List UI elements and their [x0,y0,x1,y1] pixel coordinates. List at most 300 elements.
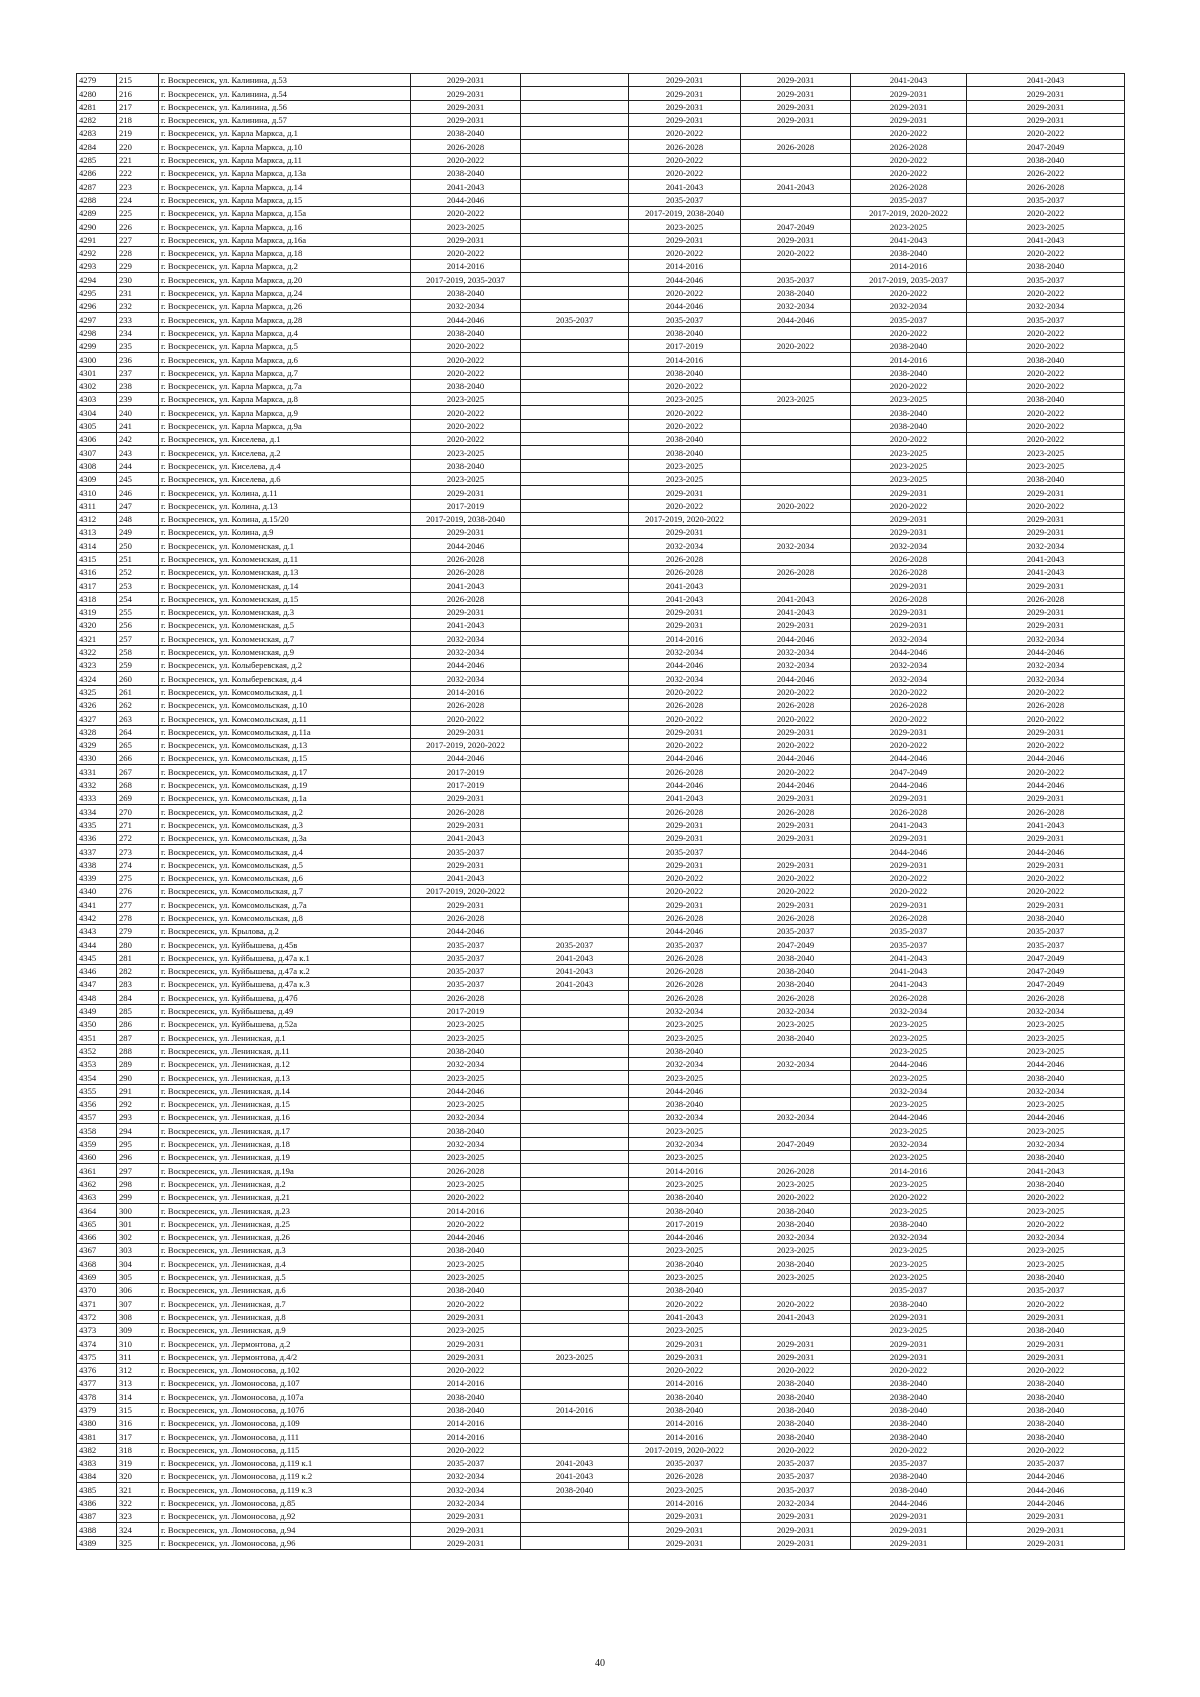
row-number-cell: 249 [117,526,159,539]
row-id-cell: 4366 [77,1230,117,1243]
row-number-cell: 271 [117,818,159,831]
period-cell-3: 2044-2046 [629,925,741,938]
period-cell-3: 2038-2040 [629,326,741,339]
row-number-cell: 272 [117,831,159,844]
period-cell-5: 2038-2040 [851,1416,967,1429]
row-id-cell: 4297 [77,313,117,326]
period-cell-6: 2035-2037 [967,313,1125,326]
period-cell-1: 2014-2016 [411,260,521,273]
row-number-cell: 246 [117,486,159,499]
period-cell-6: 2029-2031 [967,831,1125,844]
period-cell-3: 2023-2025 [629,1071,741,1084]
period-cell-6: 2047-2049 [967,978,1125,991]
row-number-cell: 268 [117,778,159,791]
period-cell-6: 2029-2031 [967,1310,1125,1323]
period-cell-2 [521,233,629,246]
table-row [77,1390,1125,1403]
period-cell-4: 2035-2037 [741,1483,851,1496]
period-cell-5: 2020-2022 [851,871,967,884]
row-id-cell: 4368 [77,1257,117,1270]
table-row [77,885,1125,898]
period-cell-6: 2020-2022 [967,765,1125,778]
row-number-cell: 265 [117,738,159,751]
period-cell-3: 2044-2046 [629,778,741,791]
period-cell-5: 2029-2031 [851,1337,967,1350]
period-cell-6: 2038-2040 [967,1430,1125,1443]
period-cell-2 [521,752,629,765]
period-cell-5: 2023-2025 [851,1177,967,1190]
row-id-cell: 4358 [77,1124,117,1137]
period-cell-4: 2038-2040 [741,1430,851,1443]
period-cell-4: 2029-2031 [741,831,851,844]
period-cell-6: 2029-2031 [967,87,1125,100]
address-cell: г. Воскресенск, ул. Ленинская, д.1 [159,1031,411,1044]
row-number-cell: 296 [117,1151,159,1164]
table-row [77,1363,1125,1376]
period-cell-3: 2014-2016 [629,1377,741,1390]
period-cell-5: 2038-2040 [851,1403,967,1416]
period-cell-1: 2017-2019, 2038-2040 [411,512,521,525]
period-cell-6: 2023-2025 [967,446,1125,459]
row-id-cell: 4285 [77,153,117,166]
period-cell-1: 2014-2016 [411,685,521,698]
period-cell-1: 2044-2046 [411,1230,521,1243]
period-cell-1: 2038-2040 [411,1244,521,1257]
row-id-cell: 4326 [77,698,117,711]
period-cell-4: 2029-2031 [741,1337,851,1350]
period-cell-4 [741,379,851,392]
table-row [77,1071,1125,1084]
table-row [77,858,1125,871]
row-id-cell: 4306 [77,433,117,446]
period-cell-5: 2029-2031 [851,100,967,113]
period-cell-5: 2023-2025 [851,1097,967,1110]
period-cell-4: 2020-2022 [741,685,851,698]
address-cell: г. Воскресенск, ул. Ленинская, д.18 [159,1137,411,1150]
row-id-cell: 4381 [77,1430,117,1443]
table-row [77,1510,1125,1523]
period-cell-2 [521,672,629,685]
row-id-cell: 4283 [77,127,117,140]
address-cell: г. Воскресенск, ул. Куйбышева, д.47а к.1 [159,951,411,964]
period-cell-6: 2023-2025 [967,1124,1125,1137]
period-cell-5: 2020-2022 [851,127,967,140]
table-row [77,831,1125,844]
period-cell-6: 2038-2040 [967,1377,1125,1390]
period-cell-5: 2032-2034 [851,632,967,645]
period-cell-4: 2038-2040 [741,964,851,977]
row-id-cell: 4318 [77,592,117,605]
period-cell-4: 2044-2046 [741,778,851,791]
period-cell-6: 2023-2025 [967,1031,1125,1044]
period-cell-3: 2020-2022 [629,712,741,725]
row-number-cell: 244 [117,459,159,472]
period-cell-1: 2038-2040 [411,1403,521,1416]
table-row [77,605,1125,618]
address-cell: г. Воскресенск, ул. Ленинская, д.17 [159,1124,411,1137]
period-cell-5: 2023-2025 [851,1124,967,1137]
period-cell-1: 2014-2016 [411,1204,521,1217]
row-number-cell: 303 [117,1244,159,1257]
period-cell-4: 2032-2034 [741,659,851,672]
row-id-cell: 4349 [77,1004,117,1017]
period-cell-5: 2044-2046 [851,1057,967,1070]
table-row [77,366,1125,379]
period-cell-1: 2044-2046 [411,752,521,765]
period-cell-5: 2038-2040 [851,419,967,432]
row-number-cell: 253 [117,579,159,592]
row-number-cell: 255 [117,605,159,618]
row-number-cell: 247 [117,499,159,512]
period-cell-6: 2038-2040 [967,260,1125,273]
row-number-cell: 307 [117,1297,159,1310]
row-id-cell: 4388 [77,1523,117,1536]
table-row [77,805,1125,818]
period-cell-2: 2038-2040 [521,1483,629,1496]
period-cell-2 [521,831,629,844]
table-row [77,632,1125,645]
period-cell-1: 2026-2028 [411,805,521,818]
row-number-cell: 257 [117,632,159,645]
period-cell-4 [741,512,851,525]
period-cell-4: 2032-2034 [741,300,851,313]
row-number-cell: 267 [117,765,159,778]
row-number-cell: 250 [117,539,159,552]
period-cell-1: 2029-2031 [411,1510,521,1523]
period-cell-1: 2038-2040 [411,326,521,339]
table-row [77,1377,1125,1390]
period-cell-6: 2029-2031 [967,1510,1125,1523]
period-cell-3: 2038-2040 [629,1204,741,1217]
period-cell-5: 2026-2028 [851,911,967,924]
period-cell-3: 2014-2016 [629,353,741,366]
row-id-cell: 4288 [77,193,117,206]
row-number-cell: 227 [117,233,159,246]
period-cell-5: 2020-2022 [851,499,967,512]
period-cell-5: 2023-2025 [851,472,967,485]
period-cell-4 [741,419,851,432]
period-cell-6: 2032-2034 [967,672,1125,685]
period-cell-6: 2023-2025 [967,1097,1125,1110]
period-cell-1: 2044-2046 [411,313,521,326]
period-cell-4 [741,127,851,140]
address-cell: г. Воскресенск, ул. Ленинская, д.21 [159,1190,411,1203]
period-cell-4 [741,1151,851,1164]
period-cell-2 [521,419,629,432]
row-id-cell: 4296 [77,300,117,313]
row-number-cell: 275 [117,871,159,884]
address-cell: г. Воскресенск, ул. Карла Маркса, д.28 [159,313,411,326]
row-id-cell: 4282 [77,113,117,126]
period-cell-5: 2023-2025 [851,1018,967,1031]
period-cell-4: 2029-2031 [741,87,851,100]
period-cell-1: 2029-2031 [411,1523,521,1536]
period-cell-6: 2020-2022 [967,499,1125,512]
period-cell-5: 2032-2034 [851,300,967,313]
row-number-cell: 319 [117,1456,159,1469]
period-cell-3: 2044-2046 [629,752,741,765]
period-cell-3: 2017-2019, 2038-2040 [629,206,741,219]
period-cell-3: 2038-2040 [629,1190,741,1203]
row-id-cell: 4384 [77,1470,117,1483]
period-cell-2 [521,858,629,871]
period-cell-2 [521,1510,629,1523]
period-cell-1: 2029-2031 [411,1337,521,1350]
table-row [77,792,1125,805]
period-cell-5: 2032-2034 [851,672,967,685]
row-id-cell: 4321 [77,632,117,645]
period-cell-1: 2029-2031 [411,858,521,871]
row-id-cell: 4314 [77,539,117,552]
period-cell-2 [521,406,629,419]
address-cell: г. Воскресенск, ул. Карла Маркса, д.15а [159,206,411,219]
period-cell-4: 2038-2040 [741,1416,851,1429]
row-id-cell: 4305 [77,419,117,432]
period-cell-2 [521,113,629,126]
period-cell-4: 2035-2037 [741,1470,851,1483]
period-cell-1: 2020-2022 [411,246,521,259]
period-cell-3: 2029-2031 [629,233,741,246]
period-cell-2 [521,659,629,672]
period-cell-2 [521,526,629,539]
period-cell-2: 2041-2043 [521,978,629,991]
row-number-cell: 288 [117,1044,159,1057]
period-cell-2: 2035-2037 [521,313,629,326]
table-row [77,619,1125,632]
period-cell-2 [521,1536,629,1549]
period-cell-3: 2020-2022 [629,499,741,512]
table-row [77,1004,1125,1017]
period-cell-5: 2035-2037 [851,925,967,938]
address-cell: г. Воскресенск, ул. Ленинская, д.4 [159,1257,411,1270]
table-row [77,1297,1125,1310]
period-cell-6: 2020-2022 [967,1363,1125,1376]
period-cell-1: 2014-2016 [411,1416,521,1429]
period-cell-6: 2020-2022 [967,326,1125,339]
period-cell-6: 2035-2037 [967,938,1125,951]
period-cell-4: 2026-2028 [741,911,851,924]
period-cell-3: 2020-2022 [629,685,741,698]
row-id-cell: 4315 [77,552,117,565]
period-cell-1: 2038-2040 [411,167,521,180]
period-cell-3: 2041-2043 [629,180,741,193]
period-cell-5: 2023-2025 [851,220,967,233]
period-cell-5: 2020-2022 [851,153,967,166]
period-cell-6: 2026-2028 [967,805,1125,818]
row-id-cell: 4351 [77,1031,117,1044]
period-cell-2 [521,1363,629,1376]
row-id-cell: 4302 [77,379,117,392]
period-cell-6: 2038-2040 [967,153,1125,166]
period-cell-3: 2032-2034 [629,1137,741,1150]
period-cell-2 [521,339,629,352]
period-cell-1: 2026-2028 [411,698,521,711]
table-row [77,1190,1125,1203]
row-id-cell: 4347 [77,978,117,991]
period-cell-6: 2038-2040 [967,1177,1125,1190]
row-id-cell: 4311 [77,499,117,512]
period-cell-6: 2026-2028 [967,592,1125,605]
row-number-cell: 221 [117,153,159,166]
period-cell-4: 2047-2049 [741,1137,851,1150]
period-cell-2 [521,246,629,259]
period-cell-4: 2032-2034 [741,1111,851,1124]
period-cell-4 [741,486,851,499]
period-cell-6: 2023-2025 [967,1244,1125,1257]
period-cell-2 [521,1071,629,1084]
period-cell-2 [521,632,629,645]
period-cell-6: 2020-2022 [967,379,1125,392]
period-cell-3: 2032-2034 [629,1111,741,1124]
row-number-cell: 315 [117,1403,159,1416]
period-cell-4: 2026-2028 [741,991,851,1004]
address-cell: г. Воскресенск, ул. Ломоносова, д.119 к.3 [159,1483,411,1496]
period-cell-2 [521,698,629,711]
table-row [77,1018,1125,1031]
period-cell-3: 2026-2028 [629,698,741,711]
period-cell-4: 2032-2034 [741,645,851,658]
period-cell-6: 2038-2040 [967,1390,1125,1403]
address-cell: г. Воскресенск, ул. Комсомольская, д.19 [159,778,411,791]
row-id-cell: 4339 [77,871,117,884]
row-number-cell: 323 [117,1510,159,1523]
address-cell: г. Воскресенск, ул. Колина, д.9 [159,526,411,539]
table-row [77,419,1125,432]
period-cell-1: 2035-2037 [411,964,521,977]
address-cell: г. Воскресенск, ул. Карла Маркса, д.10 [159,140,411,153]
table-row [77,379,1125,392]
row-id-cell: 4348 [77,991,117,1004]
address-cell: г. Воскресенск, ул. Комсомольская, д.1а [159,792,411,805]
row-id-cell: 4374 [77,1337,117,1350]
row-number-cell: 282 [117,964,159,977]
period-cell-2 [521,446,629,459]
period-cell-2: 2041-2043 [521,951,629,964]
row-id-cell: 4361 [77,1164,117,1177]
period-cell-5: 2047-2049 [851,765,967,778]
period-cell-2 [521,300,629,313]
period-cell-6: 2029-2031 [967,792,1125,805]
period-cell-1: 2023-2025 [411,1071,521,1084]
row-number-cell: 243 [117,446,159,459]
period-cell-3: 2044-2046 [629,300,741,313]
address-cell: г. Воскресенск, ул. Ленинская, д.9 [159,1323,411,1336]
period-cell-5: 2038-2040 [851,406,967,419]
period-cell-5: 2032-2034 [851,1230,967,1243]
period-cell-2 [521,592,629,605]
row-id-cell: 4386 [77,1496,117,1509]
period-cell-2 [521,645,629,658]
period-cell-5: 2026-2028 [851,805,967,818]
period-cell-3: 2017-2019 [629,1217,741,1230]
period-cell-1: 2038-2040 [411,1044,521,1057]
address-cell: г. Воскресенск, ул. Карла Маркса, д.6 [159,353,411,366]
row-number-cell: 269 [117,792,159,805]
row-number-cell: 318 [117,1443,159,1456]
period-cell-6: 2029-2031 [967,486,1125,499]
address-cell: г. Воскресенск, ул. Карла Маркса, д.7 [159,366,411,379]
row-number-cell: 264 [117,725,159,738]
period-cell-4 [741,845,851,858]
period-cell-3: 2041-2043 [629,792,741,805]
row-id-cell: 4380 [77,1416,117,1429]
period-cell-1: 2035-2037 [411,978,521,991]
period-cell-2 [521,326,629,339]
address-cell: г. Воскресенск, ул. Комсомольская, д.1 [159,685,411,698]
row-id-cell: 4338 [77,858,117,871]
period-cell-6: 2020-2022 [967,871,1125,884]
table-row [77,1137,1125,1150]
period-cell-4: 2023-2025 [741,393,851,406]
period-cell-3: 2020-2022 [629,1363,741,1376]
row-id-cell: 4387 [77,1510,117,1523]
period-cell-5: 2020-2022 [851,685,967,698]
period-cell-1: 2020-2022 [411,153,521,166]
period-cell-3: 2041-2043 [629,1310,741,1323]
period-cell-5: 2023-2025 [851,1204,967,1217]
period-cell-4 [741,579,851,592]
period-cell-5: 2029-2031 [851,1310,967,1323]
row-number-cell: 289 [117,1057,159,1070]
row-number-cell: 258 [117,645,159,658]
period-cell-1: 2029-2031 [411,233,521,246]
period-cell-5: 2032-2034 [851,1084,967,1097]
row-id-cell: 4344 [77,938,117,951]
address-cell: г. Воскресенск, ул. Коломенская, д.15 [159,592,411,605]
period-cell-3: 2026-2028 [629,978,741,991]
period-cell-5: 2032-2034 [851,539,967,552]
period-cell-3: 2023-2025 [629,472,741,485]
address-cell: г. Воскресенск, ул. Коломенская, д.14 [159,579,411,592]
table-row [77,1350,1125,1363]
period-cell-4: 2020-2022 [741,499,851,512]
period-cell-5: 2035-2037 [851,313,967,326]
table-row [77,579,1125,592]
period-cell-1: 2020-2022 [411,406,521,419]
period-cell-2 [521,1244,629,1257]
period-cell-4: 2041-2043 [741,592,851,605]
period-cell-4: 2026-2028 [741,1164,851,1177]
period-cell-2 [521,74,629,87]
address-cell: г. Воскресенск, ул. Комсомольская, д.11 [159,712,411,725]
row-number-cell: 223 [117,180,159,193]
period-cell-4: 2041-2043 [741,180,851,193]
address-cell: г. Воскресенск, ул. Ломоносова, д.102 [159,1363,411,1376]
period-cell-5: 2044-2046 [851,845,967,858]
period-cell-4 [741,260,851,273]
period-cell-2 [521,1523,629,1536]
address-cell: г. Воскресенск, ул. Ленинская, д.8 [159,1310,411,1323]
address-cell: г. Воскресенск, ул. Карла Маркса, д.11 [159,153,411,166]
period-cell-4: 2020-2022 [741,871,851,884]
period-cell-2 [521,433,629,446]
address-cell: г. Воскресенск, ул. Карла Маркса, д.13а [159,167,411,180]
address-cell: г. Воскресенск, ул. Ломоносова, д.111 [159,1430,411,1443]
period-cell-5: 2023-2025 [851,446,967,459]
address-cell: г. Воскресенск, ул. Калинина, д.56 [159,100,411,113]
period-cell-4: 2029-2031 [741,818,851,831]
address-cell: г. Воскресенск, ул. Комсомольская, д.8 [159,911,411,924]
address-cell: г. Воскресенск, ул. Карла Маркса, д.4 [159,326,411,339]
table-row [77,446,1125,459]
period-cell-5: 2038-2040 [851,1390,967,1403]
period-cell-2 [521,1044,629,1057]
period-cell-3: 2038-2040 [629,1044,741,1057]
row-number-cell: 306 [117,1284,159,1297]
row-id-cell: 4286 [77,167,117,180]
period-cell-1: 2017-2019, 2020-2022 [411,738,521,751]
row-id-cell: 4355 [77,1084,117,1097]
